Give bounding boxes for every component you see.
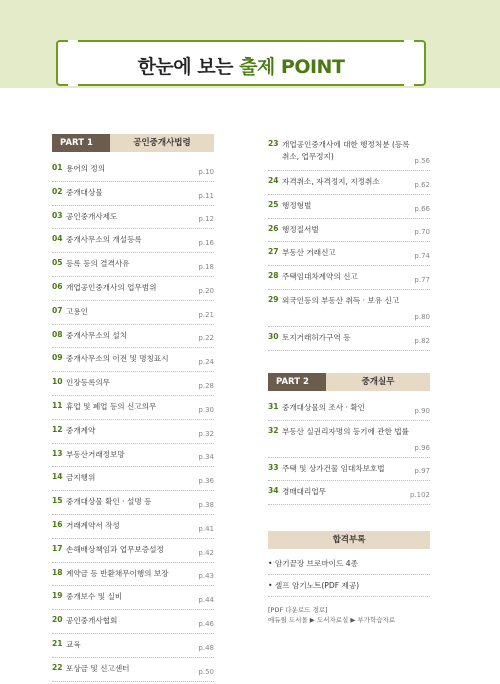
toc-row <box>52 658 214 682</box>
toc-title: 고용인 <box>66 306 89 316</box>
toc-title: 부동산 거래신고 <box>282 248 336 258</box>
toc-number: 20 <box>52 615 63 625</box>
toc-page: p.20 <box>198 286 214 295</box>
toc-page: p.97 <box>414 467 430 476</box>
toc-number: 33 <box>268 462 279 472</box>
toc-row <box>52 396 214 420</box>
toc-title: 공인중개사제도 <box>66 211 118 221</box>
toc-row <box>268 242 430 266</box>
toc-title: 등록 등의 결격사유 <box>66 259 130 269</box>
toc-page: p.38 <box>198 500 214 509</box>
toc-row <box>52 206 214 230</box>
toc-row <box>52 325 214 349</box>
toc-number: 32 <box>268 425 279 435</box>
toc-number: 24 <box>268 176 279 185</box>
toc-page: p.12 <box>198 215 214 224</box>
toc-title: 중개사무소의 개설등록 <box>66 235 142 245</box>
toc-title: 금지행위 <box>66 473 96 483</box>
toc-number: 21 <box>52 638 63 648</box>
page-title-plain: 한눈에 보는 <box>137 56 240 78</box>
toc-title: 휴업 및 폐업 등의 신고의무 <box>66 401 157 411</box>
toc-title: 토지거래허가구역 등 <box>282 332 351 342</box>
toc-number: 28 <box>268 271 279 281</box>
toc-number: 05 <box>52 258 63 268</box>
page-title <box>58 52 424 79</box>
toc-row <box>268 266 430 290</box>
toc-title: 개업공인중개사에 대한 행정처분 (등록취소, 업무정지) <box>282 140 410 161</box>
toc-title: 행정형벌 <box>282 200 312 210</box>
toc-number: 31 <box>268 401 279 411</box>
toc-title: 부동산거래정보망 <box>66 449 125 459</box>
part1-header <box>52 134 214 152</box>
toc-page: p.24 <box>198 358 214 367</box>
toc-page: p.82 <box>414 336 430 345</box>
toc-number: 34 <box>268 486 279 496</box>
toc-title: 부동산 실권리자명의 등기에 관한 법률 <box>282 426 410 436</box>
toc-page: p.74 <box>414 252 430 261</box>
toc-title: 자격취소, 자격정지, 지정취소 <box>282 177 380 186</box>
toc-number: 12 <box>52 424 63 434</box>
toc-page: p.43 <box>198 572 214 581</box>
part1-label: PART 1 <box>52 134 110 152</box>
toc-row <box>52 634 214 658</box>
toc-page: p.50 <box>198 667 214 676</box>
toc-title: 중개대상물의 조사 · 확인 <box>282 402 366 412</box>
toc-title: 중개보수 및 실비 <box>66 592 123 602</box>
toc-page: p.46 <box>198 619 214 628</box>
right-column <box>268 134 430 625</box>
toc-page: p.28 <box>198 381 214 390</box>
toc-number: 14 <box>52 472 63 482</box>
toc-page: p.36 <box>198 477 214 486</box>
toc-number: 22 <box>52 662 63 672</box>
part1-cont-list <box>268 134 430 351</box>
toc-number: 18 <box>52 567 63 577</box>
toc-title: 중개대상물 <box>66 187 103 197</box>
toc-page: p.11 <box>198 191 214 200</box>
toc-page: p.56 <box>414 157 430 165</box>
toc-title: 중개계약 <box>66 425 96 435</box>
toc-row <box>268 458 430 482</box>
toc-row <box>52 348 214 372</box>
toc-row <box>52 444 214 468</box>
toc-page: p.66 <box>414 204 430 213</box>
bonus-note-line1: [PDF 다운로드 경로] <box>268 606 328 615</box>
toc-row <box>52 563 214 587</box>
toc-page: p.70 <box>414 228 430 237</box>
toc-page: p.62 <box>414 180 430 189</box>
page-title-accent: 출제 POINT <box>239 56 345 78</box>
bonus-note <box>268 605 430 625</box>
toc-title: 인장등록의무 <box>66 378 111 388</box>
toc-page: p.77 <box>414 275 430 284</box>
toc-title: 거래계약서 작성 <box>66 520 120 530</box>
toc-page: p.44 <box>198 596 214 605</box>
toc-page: p.90 <box>414 406 430 415</box>
toc-number: 06 <box>52 281 63 291</box>
toc-row <box>52 491 214 515</box>
toc-row <box>52 420 214 444</box>
toc-page: p.41 <box>198 524 214 533</box>
toc-title: 용어의 정의 <box>66 164 106 173</box>
toc-number: 08 <box>52 329 63 339</box>
toc-row <box>52 301 214 325</box>
toc-number: 25 <box>268 199 279 209</box>
toc-page: p.16 <box>198 239 214 248</box>
toc-title: 중개사무소의 이전 및 명칭표시 <box>66 354 169 364</box>
toc-number: 29 <box>268 294 279 304</box>
toc-title: 공인중개사협회 <box>66 616 118 626</box>
toc-row <box>52 277 214 301</box>
toc-row <box>268 421 430 458</box>
bonus-item: • 암기끝장 브로마이드 4종 <box>268 553 430 575</box>
toc-row <box>52 182 214 206</box>
toc-number: 15 <box>52 496 63 506</box>
toc-page: p.42 <box>198 548 214 557</box>
toc-number: 27 <box>268 247 279 257</box>
toc-row <box>52 515 214 539</box>
part2-header <box>268 373 430 391</box>
toc-number: 11 <box>52 400 63 410</box>
toc-row <box>52 372 214 396</box>
part2-label: PART 2 <box>268 373 326 391</box>
bonus-item: • 셀프 암기노트(PDF 제공) <box>268 575 430 597</box>
toc-row <box>268 171 430 195</box>
toc-title: 포상금 및 신고센터 <box>66 663 130 673</box>
bonus-note-line2: 에듀윌 도서몰 ▶ 도서자료실 ▶ 부가학습자료 <box>268 616 396 625</box>
toc-row <box>268 134 430 171</box>
toc-row <box>52 586 214 610</box>
toc-row <box>52 253 214 277</box>
toc-page: p.80 <box>414 312 430 321</box>
toc-title: 중개사무소의 설치 <box>66 330 128 340</box>
toc-row <box>52 467 214 491</box>
toc-row <box>268 219 430 243</box>
toc-number: 30 <box>268 331 279 341</box>
part1-title: 공인중개사법령 <box>110 134 214 152</box>
toc-title: 외국인등의 부동산 취득 · 보유 신고 <box>282 295 400 305</box>
toc-number: 16 <box>52 519 63 529</box>
toc-number: 23 <box>268 139 279 148</box>
toc-number: 02 <box>52 186 63 196</box>
toc-number: 19 <box>52 591 63 601</box>
toc-title: 경매대리업무 <box>282 487 327 497</box>
toc-row <box>268 195 430 219</box>
toc-page: p.21 <box>198 310 214 319</box>
toc-title: 주택 및 상가건물 임대차보호법 <box>282 463 385 473</box>
title-box <box>56 40 426 86</box>
toc-row <box>52 229 214 253</box>
toc-number: 03 <box>52 210 63 220</box>
toc-title: 행정질서벌 <box>282 224 319 234</box>
toc-row <box>268 327 430 351</box>
toc-number: 01 <box>52 163 63 172</box>
toc-number: 26 <box>268 223 279 233</box>
toc-page: p.96 <box>414 443 430 452</box>
left-column <box>52 134 214 682</box>
toc-title: 중개대상물 확인 · 설명 등 <box>66 497 152 507</box>
toc-page: p.32 <box>198 429 214 438</box>
bonus-header: 합격부록 <box>268 531 430 549</box>
part2-title: 중개실무 <box>326 373 430 391</box>
toc-page: p.48 <box>198 643 214 652</box>
toc-number: 13 <box>52 448 63 458</box>
toc-row <box>52 539 214 563</box>
part1-list <box>52 158 214 682</box>
toc-row <box>52 158 214 182</box>
toc-page: p.34 <box>198 453 214 462</box>
toc-page: p.30 <box>198 405 214 414</box>
part2-list <box>268 397 430 505</box>
toc-number: 17 <box>52 543 63 553</box>
toc-row <box>268 481 430 505</box>
toc-row <box>268 397 430 421</box>
toc-title: 손해배상책임과 업무보증설정 <box>66 544 164 554</box>
toc-page: p.10 <box>198 167 214 176</box>
toc-number: 10 <box>52 377 63 387</box>
toc-page: p.102 <box>409 491 430 500</box>
toc-row <box>52 610 214 634</box>
toc-title: 개업공인중개사의 업무범위 <box>66 282 157 292</box>
toc-number: 04 <box>52 234 63 244</box>
toc-title: 계약금 등 반환채무이행의 보장 <box>66 568 169 578</box>
toc-page: p.22 <box>198 334 214 343</box>
toc-number: 09 <box>52 353 63 363</box>
toc-title: 교육 <box>66 639 81 649</box>
toc-title: 주택임대차계약의 신고 <box>282 272 358 282</box>
toc-row <box>268 290 430 327</box>
toc-page: p.18 <box>198 262 214 271</box>
toc-number: 07 <box>52 305 63 315</box>
